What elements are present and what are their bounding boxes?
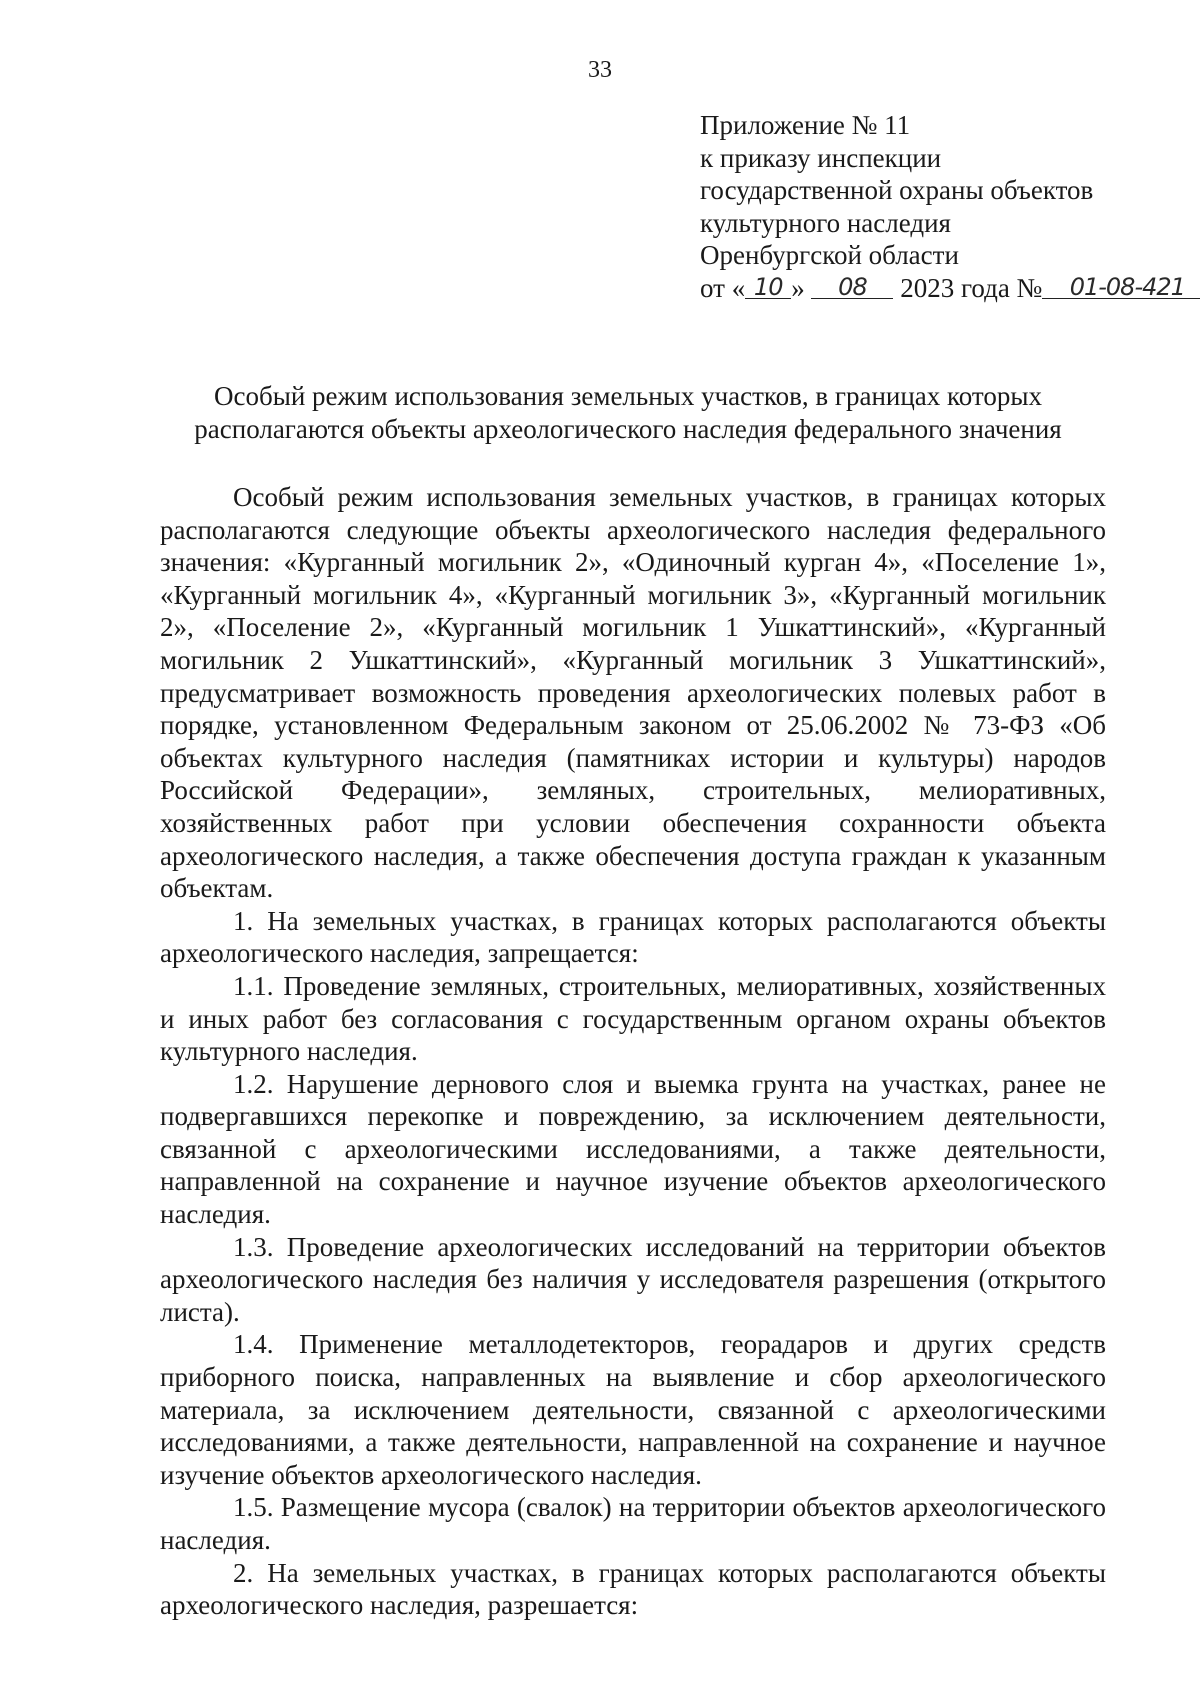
annex-line: к приказу инспекции — [700, 142, 942, 173]
paragraph-item-1: 1. На земельных участках, в границах которых располагаются объекты археологического наследия, запрещается: — [160, 905, 1106, 969]
paragraph-item-2: 2. На земельных участках, в границах которых располагаются объекты археологического наследия, разрешается: — [160, 1557, 1106, 1621]
paragraph-item-1-5: 1.5. Размещение мусора (свалок) на территории объектов археологического наследия. — [160, 1492, 1106, 1555]
heading-line: Особый режим использования земельных участков, в границах которых — [213, 381, 1043, 411]
date-month-field — [811, 272, 893, 299]
order-number-field — [1042, 272, 1200, 299]
date-prefix: от « — [700, 272, 746, 303]
annex-date-line — [700, 272, 1185, 305]
document-heading — [158, 380, 1098, 446]
handwritten-order-number: 01-08-421 — [1069, 272, 1185, 301]
page-number: 33 — [588, 57, 612, 83]
date-year-text: 2023 года № — [900, 272, 1043, 303]
date-quote-close: » — [791, 272, 805, 303]
paragraph-item-1-1: 1.1. Проведение земляных, строительных, мелиоративных, хозяйственных и иных работ без согласования с государственным органом охраны объектов культурного наследия. — [160, 970, 1106, 1067]
annex-block — [700, 109, 1185, 305]
annex-line: Оренбургской области — [700, 240, 959, 271]
paragraph-intro: Особый режим использования земельных участков, в границах которых располагаются следующие объекты археологического наследия федерального значения: «Курганный могильник 2», «Одиночный курган 4», «Поселение 1», «Курганный могильник 4», «Курганный могильник 3», «Курганный могильник 2», «Поселение 2», «Курганный могильник 1 Ушкаттинский», «Курганный могильник 2 Ушкаттинский», «Курганный могильник 3 Ушкаттинский», предусматривает возможность проведения археологических полевых работ в порядке, установленном Федеральным законом от 25.06.2002 № 73-ФЗ «Об объектах культурного наследия (памятниках истории и культуры) народов Российской Федерации», земляных, строительных, мелиоративных, хозяйственных работ при условии обеспечения сохранности объекта археологического наследия, а также обеспечения доступа граждан к указанным объектам. — [160, 482, 1106, 904]
paragraph-item-1-3: 1.3. Проведение археологических исследований на территории объектов археологического наследия без наличия у исследователя разрешения (открытого листа). — [160, 1231, 1106, 1327]
paragraph-item-1-2: 1.2. Нарушение дернового слоя и выемка грунта на участках, ранее не подвергавшихся перекопке и повреждению, за исключением деятельности, связанной с археологическими исследованиями, а также деятельности, направленной на сохранение и научное изучение объектов археологического наследия. — [160, 1068, 1106, 1230]
date-day-field — [745, 272, 791, 299]
paragraph-item-1-4: 1.4. Применение металлодетекторов, георадаров и других средств приборного поиска, направленных на выявление и сбор археологического материала, за исключением деятельности, связанной с археологическими исследованиями, а также деятельности, направленной на сохранение и научное изучение объектов археологического наследия. — [160, 1329, 1106, 1490]
handwritten-day: 10 — [753, 272, 783, 301]
annex-line: культурного наследия — [700, 207, 951, 238]
handwritten-month: 08 — [838, 272, 867, 301]
document-body — [160, 481, 1106, 1622]
annex-line: государственной охраны объектов — [700, 175, 1094, 206]
annex-title: Приложение № 11 — [700, 110, 911, 140]
heading-line: располагаются объекты археологического наследия федерального значения — [194, 414, 1062, 444]
